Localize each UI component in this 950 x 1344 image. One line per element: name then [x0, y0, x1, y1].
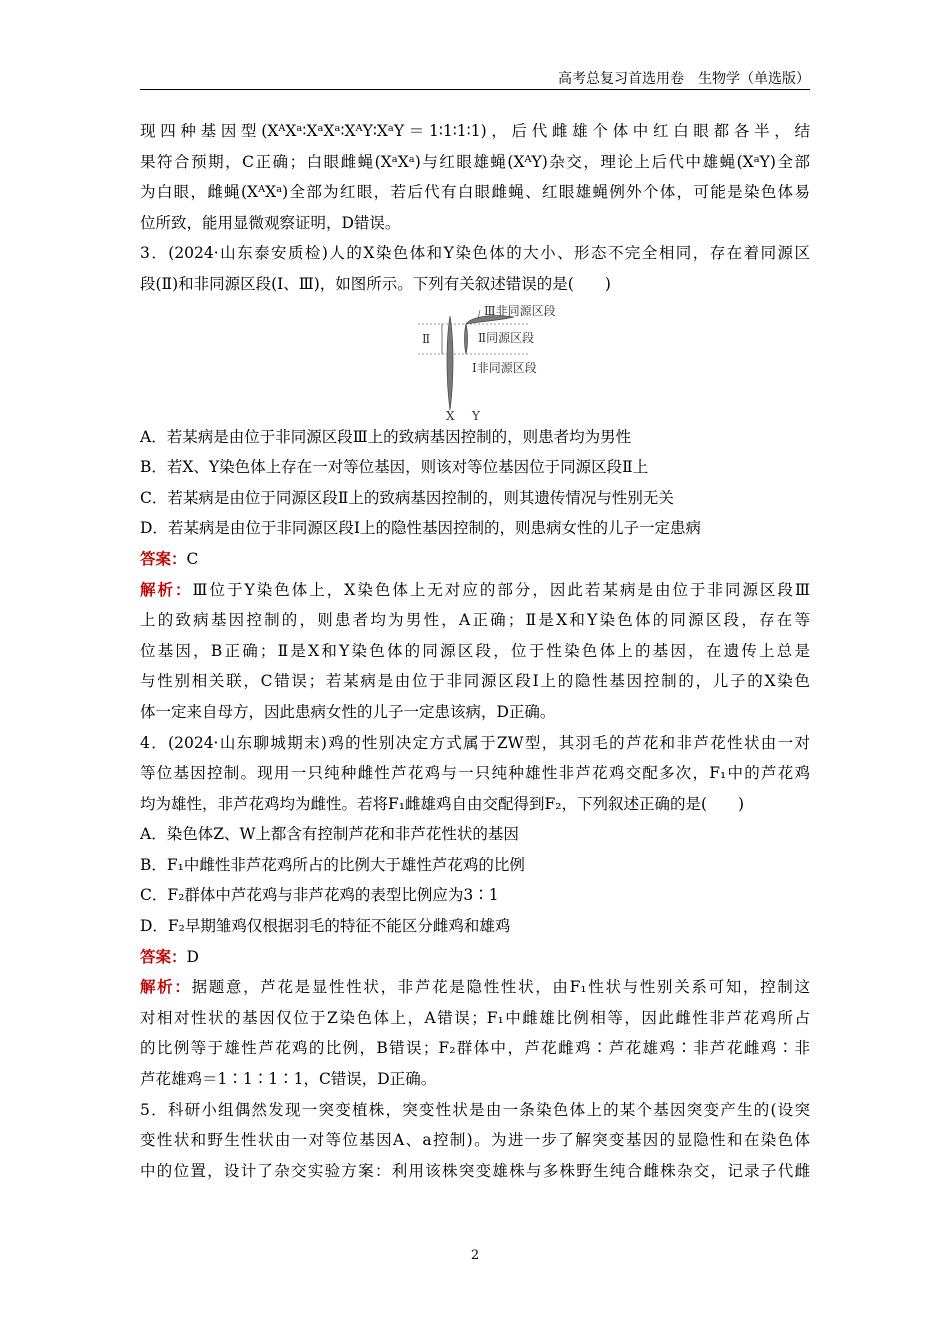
header-divider	[140, 89, 810, 90]
answer-label: 答案：	[140, 548, 187, 568]
option-c: C．若某病是由位于同源区段Ⅱ上的致病基因控制的，则其遗传情况与性别无关	[140, 488, 674, 507]
question-4-stem: 均为雄性，非芦花鸡均为雌性。若将F₁雌雄鸡自由交配得到F₂，下列叙述正确的是( )	[140, 794, 745, 813]
question-5-stem: 变性状和野生性状由一对等位基因A、a控制)。为进一步了解突变基因的显隐性和在染色体	[140, 1131, 810, 1150]
page-body	[140, 116, 810, 1186]
page-number: 2	[470, 1248, 480, 1263]
chromosome-diagram	[410, 300, 710, 422]
header-title: 高考总复习首选用卷 生物学（单选版）	[558, 71, 810, 87]
text-line: 为白眼，雌蝇(XᴬXᵃ)全部为红眼，若后代有白眼雌蝇、红眼雄蝇例外个体，可能是染色体易	[140, 183, 810, 202]
analysis-label: 解析：	[140, 579, 193, 599]
option-b: B．F₁中雌性非芦花鸡所占的比例大于雄性芦花鸡的比例	[140, 855, 525, 874]
answer-value: D	[186, 947, 199, 966]
answer-value: C	[186, 549, 199, 568]
option-d: D．若某病是由位于非同源区段Ⅰ上的隐性基因控制的，则患病女性的儿子一定患病	[140, 519, 702, 538]
question-5-stem: 中的位置，设计了杂交实验方案：利用该株突变雄株与多株野生纯合雌株杂交，记录子代雌	[140, 1161, 810, 1180]
label-x: X	[446, 408, 455, 422]
page-header	[140, 68, 810, 88]
question-4-stem: 4．(2024·山东聊城期末)鸡的性别决定方式属于ZW型，其羽毛的芦花和非芦花性状由一对	[140, 733, 810, 752]
analysis-line: 对相对性状的基因仅位于Z染色体上，A错误；F₁中雌雄比例相等，因此雌性非芦花鸡所占	[140, 1008, 810, 1027]
question-5-stem: 5．科研小组偶然发现一突变植株，突变性状是由一条染色体上的某个基因突变产生的(设突	[140, 1100, 810, 1119]
option-a: A．若某病是由位于非同源区段Ⅲ上的致病基因控制的，则患者均为男性	[140, 427, 632, 446]
option-c: C．F₂群体中芦花鸡与非芦花鸡的表型比例应为3∶1	[140, 886, 499, 905]
option-d: D．F₂早期雏鸡仅根据羽毛的特征不能区分雌鸡和雄鸡	[140, 917, 511, 936]
answer-label: 答案：	[140, 946, 187, 966]
x-chromosome-shape	[447, 316, 453, 410]
chromosome-figure	[140, 300, 810, 422]
analysis-line: 体一定来自母方，因此患病女性的儿子一定患该病，D正确。	[140, 702, 556, 721]
analysis-line	[140, 575, 810, 606]
label-ii: Ⅱ	[422, 331, 431, 346]
text-line: 现四种基因型(XᴬXᵃ∶XᵃXᵃ∶XᴬY∶XᵃY＝1∶1∶1∶1)，后代雌雄个体中红白眼都各半，结	[140, 122, 810, 140]
analysis-line: 上的致病基因控制的，则患者均为男性，A正确；Ⅱ是X和Y染色体的同源区段，存在等	[140, 611, 810, 630]
y-chromosome-shape	[465, 324, 468, 354]
option-a: A．染色体Z、W上都含有控制芦花和非芦花性状的基因	[140, 825, 519, 844]
answer-line	[140, 544, 810, 575]
label-y: Y	[472, 408, 480, 422]
analysis-line: 芦花雄鸡＝1∶1∶1∶1，C错误，D正确。	[140, 1070, 437, 1089]
analysis-line: 与性别相关联，C错误；若某病是由位于非同源区段Ⅰ上的隐性基因控制的，儿子的X染色	[140, 672, 810, 691]
text-line: 果符合预期，C正确；白眼雌蝇(XᵃXᵃ)与红眼雄蝇(XᴬY)杂交，理论上后代中雄蝇(XᵃY)全部	[140, 152, 810, 171]
analysis-text: Ⅲ位于Y染色体上，X染色体上无对应的部分，因此若某病是由位于非同源区段Ⅲ	[192, 580, 810, 599]
analysis-line: 位基因，B正确；Ⅱ是X和Y染色体的同源区段，位于性染色体上的基因，在遗传上总是	[140, 641, 810, 660]
analysis-line	[140, 972, 810, 1003]
label-region-i: Ⅰ非同源区段	[472, 360, 537, 375]
question-3-stem: 3．(2024·山东泰安质检)人的X染色体和Y染色体的大小、形态不完全相同，存在着同源区	[140, 244, 810, 263]
question-4-stem: 等位基因控制。现用一只纯种雌性芦花鸡与一只纯种雄性非芦花鸡交配多次，F₁中的芦花鸡	[140, 764, 810, 783]
text-line: 位所致，能用显微观察证明，D错误。	[140, 213, 401, 232]
analysis-line: 的比例等于雄性芦花鸡的比例，B错误；F₂群体中，芦花雌鸡∶芦花雄鸡∶非芦花雌鸡∶非	[140, 1039, 810, 1058]
label-region-iii: Ⅲ非同源区段	[484, 303, 556, 318]
answer-line	[140, 942, 810, 973]
label-region-ii: Ⅱ同源区段	[478, 330, 535, 345]
question-3-stem: 段(Ⅱ)和非同源区段(Ⅰ、Ⅲ)，如图所示。下列有关叙述错误的是( )	[140, 274, 611, 293]
analysis-label: 解析：	[140, 977, 192, 997]
option-b: B．若X、Y染色体上存在一对等位基因，则该对等位基因位于同源区段Ⅱ上	[140, 458, 649, 477]
analysis-text: 据题意，芦花是显性性状，非芦花是隐性性状，由F₁性状与性别关系可知，控制这	[191, 978, 810, 997]
